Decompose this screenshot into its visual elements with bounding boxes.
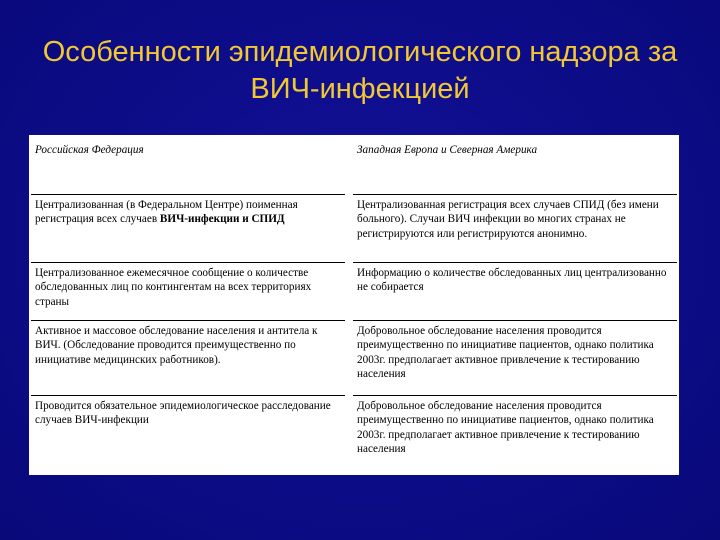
cell-russia: Проводится обязательное эпидемиологическое расследование случаев ВИЧ-инфекции (30, 396, 349, 475)
slide-title (30, 34, 690, 108)
cell-russia: Активное и массовое обследование населения и антитела к ВИЧ. (Обследование проводится преимущественно по инициативе медицинских работников). (30, 321, 349, 396)
table-row (30, 263, 678, 321)
slide-title-line-1: Особенности эпидемиологического надзора за (42, 36, 678, 68)
cell-west: Централизованная регистрация всех случаев СПИД (без имени больного). Случаи ВИЧ инфекции во многих странах не регистрируются или регистрируются анонимно. (349, 195, 678, 263)
table-header-row (30, 136, 678, 195)
cell-text: Централизованная (в Федеральном Центре) поименная регистрация всех случаев (35, 199, 298, 226)
table-row (30, 396, 678, 475)
table-row (30, 321, 678, 396)
cell-russia (30, 195, 349, 263)
table-row (30, 195, 678, 263)
cell-russia: Централизованное ежемесячное сообщение о количестве обследованных лиц по контингентам на всех территориях страны (30, 263, 349, 321)
comparison-table (29, 135, 679, 475)
cell-west: Добровольное обследование населения проводится преимущественно по инициативе пациентов, однако политика 2003г. предполагает активное привлечение к тестированию населения (349, 321, 678, 396)
header-west: Западная Европа и Северная Америка (349, 136, 678, 195)
cell-text-bold: ВИЧ-инфекции и СПИД (159, 213, 285, 226)
cell-west: Добровольное обследование населения проводится преимущественно по инициативе пациентов, однако политика 2003г. предполагает активное привлечение к тестированию населения (349, 396, 678, 475)
slide-title-line-2: ВИЧ-инфекцией (250, 73, 470, 105)
cell-west: Информацию о количестве обследованных лиц централизованно не собирается (349, 263, 678, 321)
header-russia: Российская Федерация (30, 136, 349, 195)
